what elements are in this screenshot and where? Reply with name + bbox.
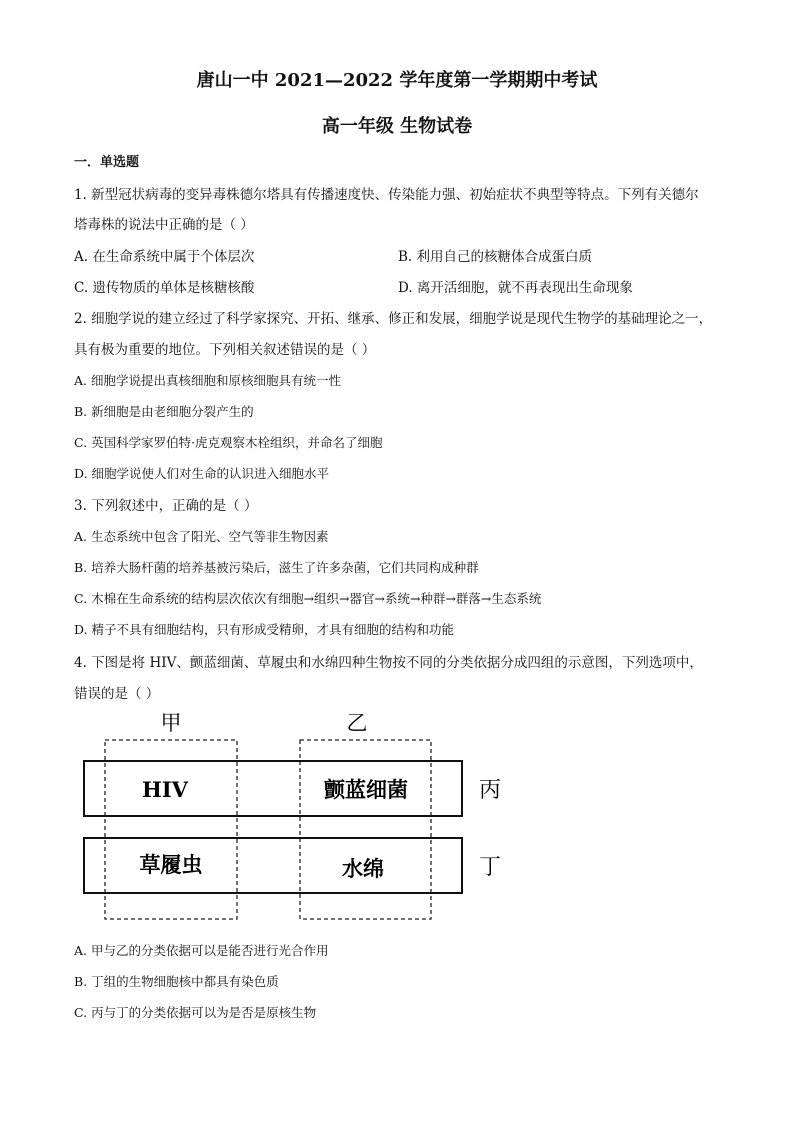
classification-diagram (0, 700, 794, 930)
question-4-option-a[interactable]: A. 甲与乙的分类依据可以是能否进行光合作用 (74, 943, 329, 958)
column-label-jia: 甲 (160, 711, 182, 735)
question-1-option-a[interactable]: A. 在生命系统中属于个体层次 (74, 249, 255, 265)
question-2-option-a[interactable]: A. 细胞学说提出真核细胞和原核细胞具有统一性 (74, 373, 341, 388)
column-label-yi: 乙 (346, 711, 368, 735)
question-1-option-c[interactable]: C. 遗传物质的单体是核糖核酸 (74, 280, 255, 296)
question-3-option-d[interactable]: D. 精子不具有细胞结构，只有形成受精卵，才具有细胞的结构和功能 (74, 622, 455, 637)
question-3-line-1: 3. 下列叙述中，正确的是（ ） (74, 498, 258, 514)
organism-spirogyra: 水绵 (342, 856, 384, 881)
question-2-option-c[interactable]: C. 英国科学家罗伯特·虎克观察木栓组织，并命名了细胞 (74, 435, 383, 450)
organism-paramecium: 草履虫 (139, 852, 203, 877)
question-2-line-1: 2. 细胞学说的建立经过了科学家探究、开拓、继承、修正和发展，细胞学说是现代生物学的基础理论之一， (74, 311, 713, 327)
question-4-line-1: 4. 下图是将 HIV、颤蓝细菌、草履虫和水绵四种生物按不同的分类依据分成四组的示意图，下列选项中， (74, 655, 703, 671)
row-label-ding: 丁 (478, 855, 502, 880)
question-4-option-c[interactable]: C. 丙与丁的分类依据可以为是否是原核生物 (74, 1005, 317, 1020)
question-3-option-b[interactable]: B. 培养大肠杆菌的培养基被污染后，滋生了许多杂菌，它们共同构成种群 (74, 560, 479, 575)
question-4-option-b[interactable]: B. 丁组的生物细胞核中都具有染色质 (74, 974, 279, 989)
question-1-option-b[interactable]: B. 利用自己的核糖体合成蛋白质 (398, 249, 593, 265)
organism-hiv: HIV (142, 777, 188, 802)
question-2-option-d[interactable]: D. 细胞学说使人们对生命的认识进入细胞水平 (74, 466, 330, 481)
question-1-line-2: 塔毒株的说法中正确的是（ ） (74, 217, 254, 233)
question-3-option-c[interactable]: C. 木棉在生命系统的结构层次依次有细胞→组织→器官→系统→种群→群落→生态系统 (74, 591, 542, 606)
exam-title: 唐山一中 2021—2022 学年度第一学期期中考试 (196, 70, 598, 91)
organism-cyanobacteria: 颤蓝细菌 (324, 777, 408, 802)
exam-subtitle: 高一年级 生物试卷 (321, 116, 473, 137)
question-2-option-b[interactable]: B. 新细胞是由老细胞分裂产生的 (74, 404, 254, 419)
question-1-line-1: 1. 新型冠状病毒的变异毒株德尔塔具有传播速度快、传染能力强、初始症状不典型等特点。下列有关德尔 (74, 187, 699, 203)
question-2-line-2: 具有极为重要的地位。下列相关叙述错误的是（ ） (74, 342, 376, 358)
question-3-option-a[interactable]: A. 生态系统中包含了阳光、空气等非生物因素 (74, 529, 329, 544)
row-label-bing: 丙 (478, 778, 502, 803)
question-4-line-2: 错误的是（ ） (74, 686, 160, 702)
section-heading: 一．单选题 (74, 155, 140, 170)
question-1-option-d[interactable]: D. 离开活细胞，就不再表现出生命现象 (398, 280, 633, 296)
